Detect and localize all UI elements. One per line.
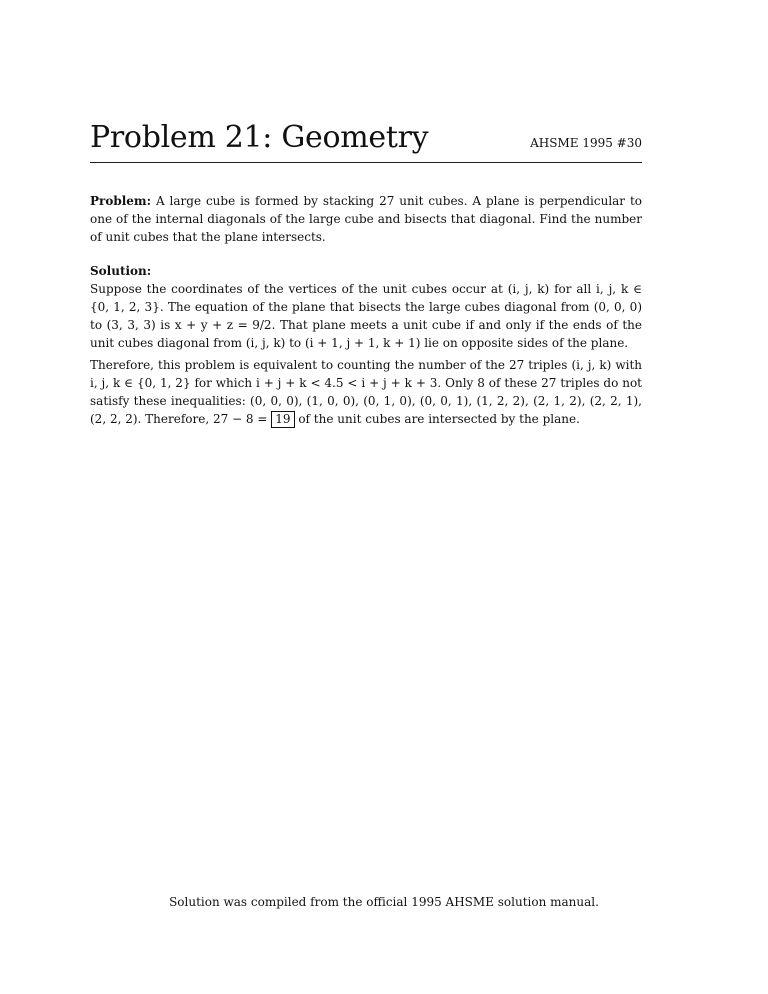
- problem-text: A large cube is formed by stacking 27 unit cubes. A plane is perpendicular to one of the internal diagonals of the large cube and bisects that diagonal. Find the number of unit cubes that the plane intersects.: [90, 194, 642, 244]
- problem-source: AHSME 1995 #30: [530, 136, 642, 150]
- boxed-answer: 19: [271, 411, 294, 428]
- solution-paragraph-2-text: Therefore, this problem is equivalent to counting the number of the 27 triples (i, j, k) with i, j, k ∈ {0, 1, 2} for which i + j + k < 4.5 < i + j + k + 3. Only 8 of these 27 triples do not satisfy these inequalities: (0, 0, 0), (1, 0, 0), (0, 1, 0), (0, 0, 1), (1, 2, 2), (2, 1, 2), (2, 2, 1), (2, 2, 2). Therefore, 27 − 8 =: [90, 358, 642, 426]
- solution-label: Solution:: [90, 264, 152, 278]
- solution-paragraph-2: [90, 356, 642, 428]
- problem-label: Problem:: [90, 194, 152, 208]
- footer-note: Solution was compiled from the official 1995 AHSME solution manual.: [169, 895, 599, 909]
- page-header: [90, 118, 642, 163]
- solution-section: [90, 262, 642, 352]
- problem-statement: [90, 192, 642, 246]
- solution-paragraph-2-end: of the unit cubes are intersected by the plane.: [294, 412, 580, 426]
- page-title: Problem 21: Geometry: [90, 120, 429, 155]
- solution-paragraph-1: Suppose the coordinates of the vertices of the unit cubes occur at (i, j, k) for all i, j, k ∈ {0, 1, 2, 3}. The equation of the plane that bisects the large cubes diagonal from (0, 0, 0) to (3, 3, 3) is x + y + z = 9/2. That plane meets a unit cube if and only if the ends of the unit cubes diagonal from (i, j, k) to (i + 1, j + 1, k + 1) lie on opposite sides of the plane.: [90, 282, 642, 350]
